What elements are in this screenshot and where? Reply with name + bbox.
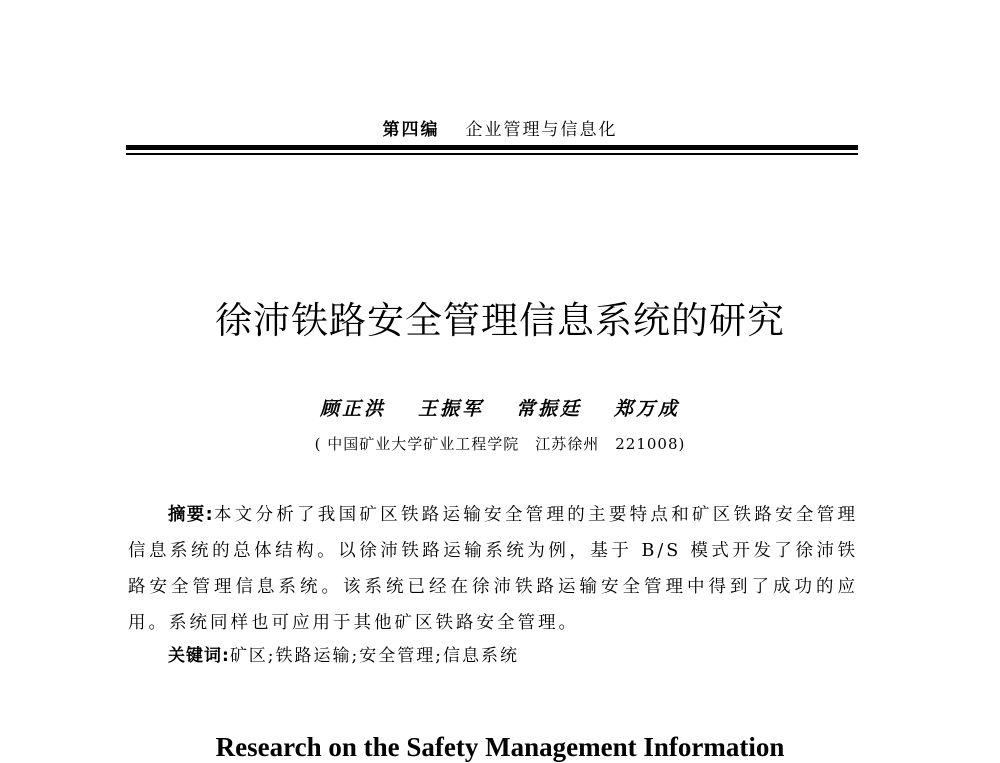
author-name: 王振军 <box>417 398 484 420</box>
author-name: 郑万成 <box>614 398 681 420</box>
section-label: 企业管理与信息化 <box>465 120 618 140</box>
abstract <box>128 497 858 641</box>
header-rule-thick <box>126 145 858 150</box>
author-name: 常振廷 <box>516 398 583 420</box>
abstract-label: 摘要: <box>168 505 214 525</box>
header-rule-thin <box>126 153 858 155</box>
keywords-text: 矿区;铁路运输;安全管理;信息系统 <box>229 646 519 666</box>
running-header <box>0 115 1000 140</box>
paper-title: 徐沛铁路安全管理信息系统的研究 <box>215 299 785 342</box>
abstract-text: 本文分析了我国矿区铁路运输安全管理的主要特点和矿区铁路安全管理信息系统的总体结构。以徐沛铁路运输系统为例，基于 B/S 模式开发了徐沛铁路安全管理信息系统。该系统已经在徐沛铁路运输安全管理中得到了成功的应用。系统同样也可应用于其他矿区铁路安全管理。 <box>128 505 858 633</box>
author-name: 顾正洪 <box>319 398 386 420</box>
part-label: 第四编 <box>382 120 440 140</box>
english-title: Research on the Safety Management Information <box>215 732 785 762</box>
keywords-label: 关键词: <box>168 646 230 666</box>
author-list <box>0 394 1000 421</box>
affiliation: ( 中国矿业大学矿业工程学院 江苏徐州 221008) <box>314 435 686 453</box>
keywords <box>168 641 519 666</box>
